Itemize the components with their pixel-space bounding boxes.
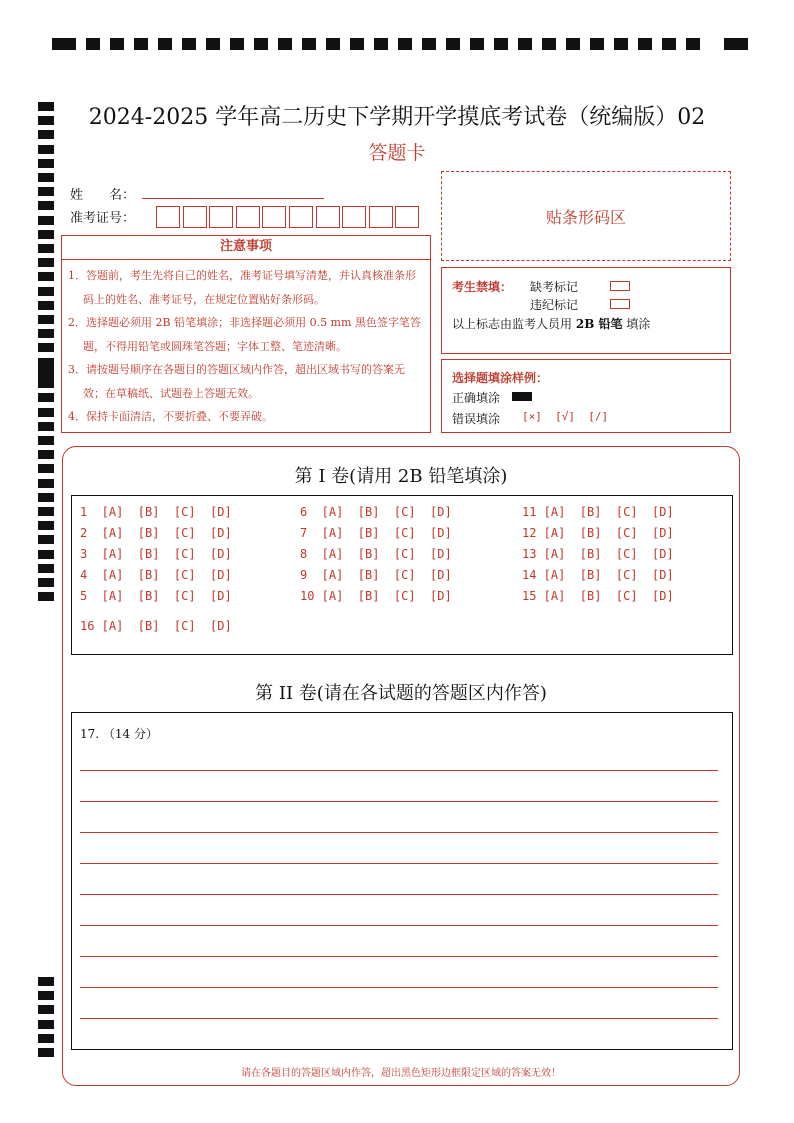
timing-mark xyxy=(158,38,172,50)
id-digit-box[interactable] xyxy=(342,206,366,228)
choice-question[interactable]: 1 [A] [B] [C] [D] xyxy=(80,505,232,519)
timing-mark xyxy=(278,38,292,50)
timing-mark xyxy=(38,408,54,417)
id-digit-box[interactable] xyxy=(209,206,233,228)
choice-question[interactable]: 14 [A] [B] [C] [D] xyxy=(522,568,674,582)
id-digit-box[interactable] xyxy=(156,206,180,228)
timing-mark xyxy=(422,38,436,50)
timing-mark xyxy=(38,1048,54,1057)
timing-mark xyxy=(494,38,508,50)
timing-mark xyxy=(230,38,244,50)
timing-mark xyxy=(38,464,54,473)
footer-note: 请在各题目的答题区域内作答，超出黑色矩形边框限定区域的答案无效！ xyxy=(241,1068,561,1079)
timing-mark xyxy=(38,173,54,182)
choice-question[interactable]: 7 [A] [B] [C] [D] xyxy=(300,526,452,540)
timing-mark xyxy=(38,550,54,559)
section2-title: 第 II 卷(请在各试题的答题区内作答) xyxy=(255,683,547,704)
answer-line[interactable] xyxy=(80,956,718,957)
timing-mark xyxy=(38,991,54,1000)
timing-mark xyxy=(38,436,54,445)
timing-mark xyxy=(302,38,316,50)
timing-mark xyxy=(38,521,54,530)
wrong-fill-samples: [×] [√] [/] xyxy=(522,410,609,423)
page-subtitle: 答题卡 xyxy=(368,142,426,164)
timing-mark xyxy=(38,230,54,239)
top-timing-marks xyxy=(52,38,752,50)
timing-mark xyxy=(182,38,196,50)
timing-mark xyxy=(638,38,652,50)
timing-mark xyxy=(254,38,268,50)
timing-mark xyxy=(38,479,54,488)
id-digit-box[interactable] xyxy=(262,206,286,228)
examinee-forbid-panel xyxy=(441,267,731,354)
timing-mark xyxy=(350,38,364,50)
timing-mark xyxy=(446,38,460,50)
section1-title: 第 I 卷(请用 2B 铅笔填涂) xyxy=(294,466,508,487)
answer-line[interactable] xyxy=(80,1018,718,1019)
forbid-note: 以上标志由监考人员用 2B 铅笔 填涂 xyxy=(452,317,651,331)
forbid-title: 考生禁填： xyxy=(452,280,513,294)
timing-mark xyxy=(38,450,54,459)
choice-question[interactable]: 11 [A] [B] [C] [D] xyxy=(522,505,674,519)
absent-mark-box[interactable] xyxy=(610,281,630,291)
timing-mark xyxy=(38,187,54,196)
id-label: 准考证号： xyxy=(70,211,136,226)
notice-item: 4．保持卡面清洁，不要折叠、不要弄破。 xyxy=(68,410,273,423)
timing-mark xyxy=(38,301,54,310)
violation-mark-box[interactable] xyxy=(610,299,630,309)
timing-mark xyxy=(38,1020,54,1029)
answer-line[interactable] xyxy=(80,987,718,988)
wrong-fill-label: 错误填涂 xyxy=(452,412,501,426)
timing-mark xyxy=(38,977,54,986)
timing-mark xyxy=(326,38,340,50)
timing-mark xyxy=(662,38,676,50)
timing-mark xyxy=(38,216,54,225)
notice-title: 注意事项 xyxy=(62,236,430,260)
answer-line[interactable] xyxy=(80,832,718,833)
timing-mark xyxy=(38,507,54,516)
timing-mark xyxy=(590,38,604,50)
timing-mark xyxy=(38,329,54,338)
barcode-area xyxy=(441,171,731,261)
timing-mark xyxy=(38,287,54,296)
choice-question[interactable]: 8 [A] [B] [C] [D] xyxy=(300,547,452,561)
timing-mark xyxy=(38,272,54,281)
timing-mark xyxy=(724,38,748,50)
essay-answer-area[interactable] xyxy=(71,712,733,1050)
answer-line[interactable] xyxy=(80,894,718,895)
timing-mark xyxy=(38,422,54,431)
choice-question[interactable]: 4 [A] [B] [C] [D] xyxy=(80,568,232,582)
correct-fill-sample xyxy=(512,392,532,401)
notice-list xyxy=(68,264,426,429)
choice-question[interactable]: 13 [A] [B] [C] [D] xyxy=(522,547,674,561)
choice-question[interactable]: 10 [A] [B] [C] [D] xyxy=(300,589,452,603)
timing-mark xyxy=(86,38,100,50)
notice-item: 1．答题前，考生先将自己的姓名，准考证号填写清楚，并认真核准条形码上的姓名、准考证号，在规定位置贴好条形码。 xyxy=(68,269,416,306)
timing-mark xyxy=(38,578,54,587)
timing-mark xyxy=(110,38,124,50)
timing-mark xyxy=(38,1005,54,1014)
timing-mark xyxy=(134,38,148,50)
violation-label: 违纪标记 xyxy=(530,298,579,312)
timing-mark xyxy=(38,393,54,402)
timing-mark xyxy=(38,379,54,388)
answer-line[interactable] xyxy=(80,925,718,926)
timing-mark xyxy=(398,38,412,50)
notice-panel xyxy=(61,235,431,433)
question-17-label: 17. （14 分） xyxy=(80,727,158,741)
choice-question[interactable]: 5 [A] [B] [C] [D] xyxy=(80,589,232,603)
id-digit-box[interactable] xyxy=(183,206,207,228)
page-title: 2024-2025 学年高二历史下学期开学摸底考试卷（统编版）02 xyxy=(88,105,706,130)
timing-mark xyxy=(38,258,54,267)
timing-mark xyxy=(38,365,54,374)
timing-mark xyxy=(38,315,54,324)
choice-question[interactable]: 9 [A] [B] [C] [D] xyxy=(300,568,452,582)
id-digit-box[interactable] xyxy=(369,206,393,228)
id-number-boxes[interactable] xyxy=(156,206,422,228)
choice-question[interactable]: 12 [A] [B] [C] [D] xyxy=(522,526,674,540)
notice-item: 2．选择题必须用 2B 铅笔填涂；非选择题必须用 0.5 mm 黑色签字笔答题，不得用铅笔或圆珠笔答题；字体工整、笔迹清晰。 xyxy=(68,316,421,353)
answer-line[interactable] xyxy=(80,863,718,864)
choice-question[interactable]: 3 [A] [B] [C] [D] xyxy=(80,547,232,561)
timing-mark xyxy=(542,38,556,50)
timing-mark xyxy=(52,38,76,50)
timing-mark xyxy=(38,201,54,210)
id-digit-box[interactable] xyxy=(236,206,260,228)
id-digit-box[interactable] xyxy=(316,206,340,228)
answer-line[interactable] xyxy=(80,770,718,771)
timing-mark xyxy=(38,592,54,601)
sample-title: 选择题填涂样例： xyxy=(452,371,549,385)
barcode-label: 贴条形码区 xyxy=(545,207,626,227)
choice-question[interactable]: 15 [A] [B] [C] [D] xyxy=(522,589,674,603)
timing-mark xyxy=(470,38,484,50)
timing-mark xyxy=(614,38,628,50)
timing-mark xyxy=(374,38,388,50)
name-label: 姓 名： xyxy=(70,188,136,203)
fill-sample-panel xyxy=(441,359,731,433)
id-digit-box[interactable] xyxy=(289,206,313,228)
id-digit-box[interactable] xyxy=(395,206,419,228)
timing-mark xyxy=(38,244,54,253)
choice-question[interactable]: 6 [A] [B] [C] [D] xyxy=(300,505,452,519)
timing-mark xyxy=(38,535,54,544)
notice-item: 3．请按题号顺序在各题目的答题区域内作答，超出区域书写的答案无效；在草稿纸、试题卷上答题无效。 xyxy=(68,363,405,400)
timing-mark xyxy=(518,38,532,50)
absent-label: 缺考标记 xyxy=(530,280,579,294)
timing-mark xyxy=(38,493,54,502)
choice-question[interactable]: 16 [A] [B] [C] [D] xyxy=(80,619,232,633)
correct-fill-label: 正确填涂 xyxy=(452,391,501,405)
timing-mark xyxy=(566,38,580,50)
timing-mark xyxy=(686,38,700,50)
answer-line[interactable] xyxy=(80,801,718,802)
choice-question[interactable]: 2 [A] [B] [C] [D] xyxy=(80,526,232,540)
timing-mark xyxy=(206,38,220,50)
timing-mark xyxy=(38,564,54,573)
timing-mark xyxy=(38,1034,54,1043)
timing-mark xyxy=(38,343,54,352)
name-field[interactable] xyxy=(142,197,324,199)
